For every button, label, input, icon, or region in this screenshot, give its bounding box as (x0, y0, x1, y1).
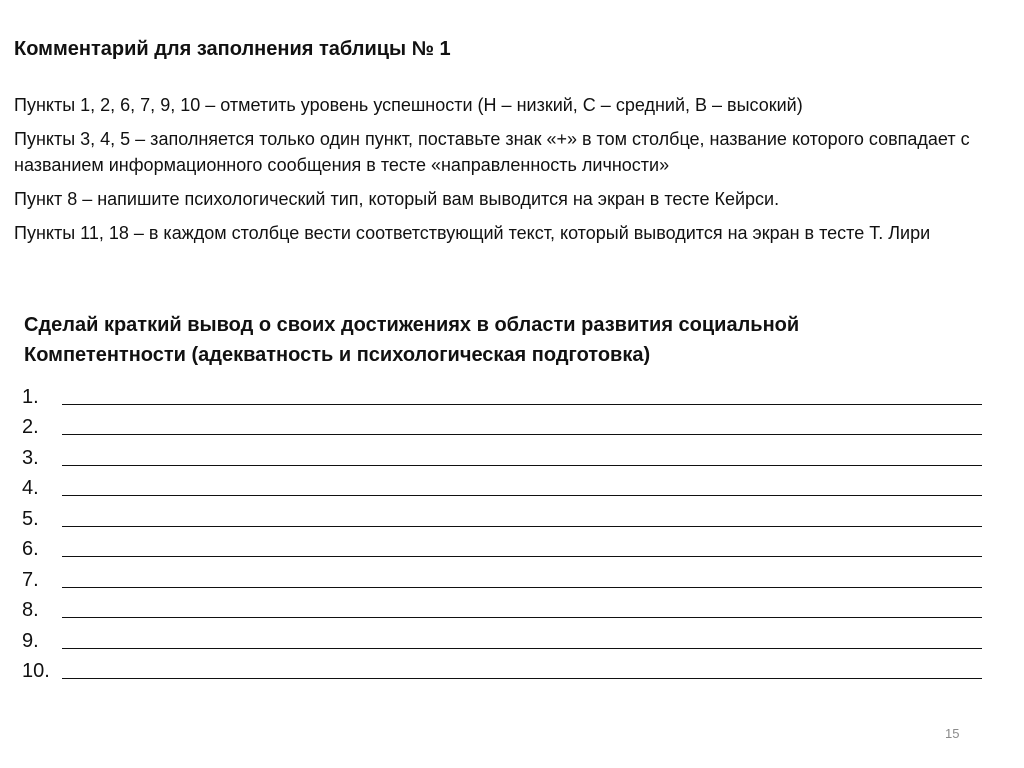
answer-blank-line[interactable] (62, 504, 982, 527)
answer-blank-line[interactable] (62, 473, 982, 496)
instruction-item: Пункты 11, 18 – в каждом столбце вести соответствующий текст, который выводится на экран в тесте Т. Лири (14, 223, 931, 243)
answer-number: 5. (22, 507, 39, 530)
answer-blank-line[interactable] (62, 534, 982, 557)
answer-line (22, 439, 982, 470)
answer-number: 9. (22, 629, 39, 652)
answer-blank-line[interactable] (62, 595, 982, 618)
answer-line (22, 500, 982, 531)
answer-number: 7. (22, 568, 39, 591)
answer-blank-line[interactable] (62, 443, 982, 466)
answer-number: 4. (22, 477, 39, 499)
instructions-list (14, 92, 1004, 254)
page-number: 15 (945, 726, 960, 741)
answer-blank-line[interactable] (62, 382, 982, 405)
conclusion-title: Сделай краткий вывод о своих достижениях в области развития социальной Компетентности (адекватность и психологическая подготовка) (24, 314, 800, 366)
instruction-item: Пункт 8 – напишите психологический тип, который вам выводится на экран в тесте Кейрси. (14, 189, 780, 209)
answer-blank-line[interactable] (62, 412, 982, 435)
answer-blank-line[interactable] (62, 565, 982, 588)
instruction-item: Пункты 1, 2, 6, 7, 9, 10 – отметить уровень успешности (Н – низкий, С – средний, В – высокий) (14, 95, 803, 115)
answer-number: 3. (22, 446, 39, 469)
answer-line (22, 378, 982, 409)
answer-number: 8. (22, 599, 39, 621)
answer-blank-line[interactable] (62, 626, 982, 649)
answer-line (22, 622, 982, 653)
comment-title: Комментарий для заполнения таблицы № 1 (14, 38, 451, 60)
instruction-item: Пункты 3, 4, 5 – заполняется только один пункт, поставьте знак «+» в том столбце, название которого совпадает с названием информационного сообщения в тесте «направленность личности» (14, 129, 970, 175)
answer-line (22, 531, 982, 562)
answer-blank-line[interactable] (62, 656, 982, 679)
answer-lines (22, 378, 982, 683)
answer-line (22, 470, 982, 501)
answer-number: 10. (22, 660, 50, 682)
answer-line (22, 561, 982, 592)
answer-line (22, 592, 982, 623)
answer-number: 6. (22, 538, 39, 560)
answer-number: 1. (22, 385, 39, 408)
answer-line (22, 653, 982, 684)
answer-line (22, 409, 982, 440)
answer-number: 2. (22, 416, 39, 438)
